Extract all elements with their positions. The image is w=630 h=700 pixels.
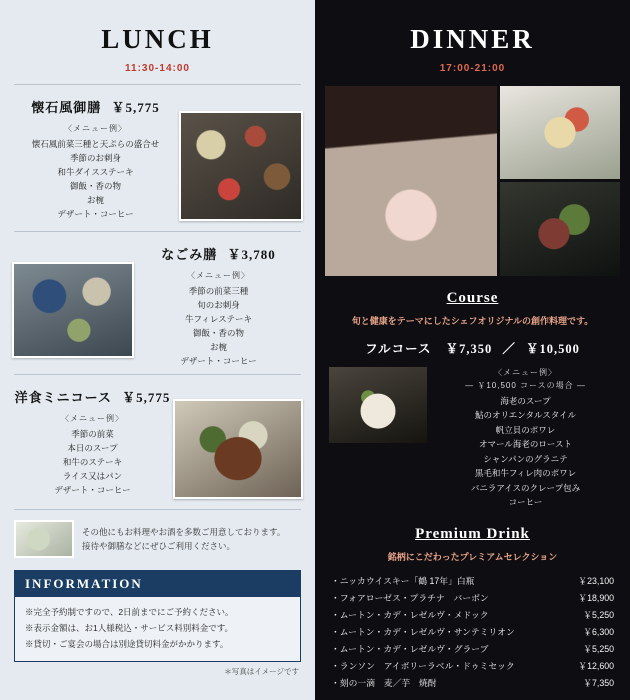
course-item: 帆立貝のポワレ [495, 424, 556, 435]
menu-item: 和牛ダイスステーキ [57, 167, 134, 178]
drink-row [331, 590, 614, 607]
course-menu-note: — ￥10,500 コースの場合 — [465, 381, 586, 390]
set-3-name: 洋食ミニコース [14, 390, 112, 406]
course-subtitle: 旬と健康をテーマにしたシェフオリジナルの創作料理です。 [351, 316, 594, 326]
drink-row [331, 641, 614, 658]
course-menu-label: 〈メニュー例〉 [494, 368, 557, 377]
set-1-price: ￥5,775 [111, 100, 160, 115]
set-2-photo [12, 262, 134, 358]
course-item: 海老のスープ [500, 396, 551, 406]
drink-price: ￥5,250 [583, 609, 614, 620]
menu-item: お椀 [86, 195, 104, 206]
drink-name: ・ランソン アイボリーラベル・ドゥミセック [331, 661, 515, 672]
restaurant-interior-photo [325, 86, 497, 276]
drink-name: ・ニッカウイスキー「鶴 17年」白瓶 [331, 575, 475, 586]
drink-row [331, 658, 614, 675]
note-text [82, 525, 285, 554]
set-3-photo [173, 399, 303, 499]
dinner-hero-photos [325, 86, 620, 276]
course-body [329, 367, 616, 510]
drink-name: ・刻の一滴 麦／芋 焼酎 [331, 678, 437, 689]
course-title: Course [446, 290, 499, 306]
drink-row [331, 573, 614, 590]
course-price-a: ￥7,350 [445, 342, 493, 356]
course-item: シャンパンのグラニテ [483, 453, 568, 464]
menu-item: 牛フィレステーキ [185, 314, 252, 325]
set-1-photo [179, 111, 303, 221]
course-price-row [315, 339, 630, 357]
note-line: その他にもお料理やお酒を多数ご用意しております。 [82, 526, 286, 537]
menu-item: デザート・コーヒー [57, 209, 134, 220]
course-item: 黒毛和牛フィレ肉のポワレ [474, 468, 577, 479]
drink-row [331, 624, 614, 641]
note-photo [14, 520, 74, 558]
menu-item: 季節の前菜 [71, 429, 114, 440]
information-line: ※完全予約制ですので、2日前までにご予約ください。 [25, 607, 234, 618]
drink-row [331, 607, 614, 624]
drink-name: ・フォアローゼス・プラチナ バーボン [331, 592, 489, 603]
course-item: オマール海老のロースト [479, 439, 572, 450]
lunch-set-1 [0, 85, 315, 221]
drink-price: ￥23,100 [578, 575, 614, 586]
information-title: INFORMATION [15, 571, 300, 597]
lunch-note [14, 520, 301, 558]
dish-photo-1 [500, 86, 620, 179]
menu-item: ライス又はパン [62, 471, 123, 482]
lunch-set-3 [0, 375, 315, 499]
divider [14, 509, 301, 510]
dish-photo-2 [500, 182, 620, 276]
course-price-separator: ／ [502, 342, 516, 356]
information-box [14, 570, 301, 662]
course-item: バニラアイスのクレープ包み [470, 482, 581, 493]
set-3-heading [12, 387, 173, 406]
drink-price: ￥6,300 [583, 626, 614, 637]
photo-disclaimer: ＊写真はイメージです [224, 667, 299, 677]
information-line: ※表示金額は、お1人様税込・サービス料別料金です。 [25, 622, 234, 633]
drink-name: ・ムートン・カデ・レゼルヴ・サンテミリオン [331, 626, 515, 637]
drink-row [331, 675, 614, 692]
menu-item: 御飯・香の物 [192, 328, 244, 339]
menu-item: 旬のお刺身 [197, 300, 240, 311]
menu-item: デザート・コーヒー [54, 485, 131, 496]
dinner-hours: 17:00-21:00 [439, 63, 506, 74]
set-2-menu-label: 〈メニュー例〉 [187, 271, 250, 281]
set-2-price: ￥3,780 [227, 247, 276, 263]
set-2-menu-list [134, 284, 303, 368]
premium-drink-subtitle: 銘柄にこだわったプレミアムセレクション [387, 551, 558, 562]
lunch-title: LUNCH [101, 24, 214, 54]
menu-item: 季節のお刺身 [69, 153, 121, 164]
menu-item: 本日のスープ [67, 443, 118, 454]
set-3-price: ￥5,775 [122, 390, 171, 406]
lunch-hours: 11:30-14:00 [125, 63, 190, 74]
premium-drink-title: Premium Drink [415, 525, 530, 542]
course-menu-list [435, 394, 616, 510]
set-2-heading [134, 244, 303, 263]
course-dish-photo [329, 367, 427, 443]
drink-price: ￥12,600 [578, 661, 614, 672]
drink-name: ・ムートン・カデ・レゼルヴ・メドック [331, 609, 489, 620]
dinner-title: DINNER [410, 24, 535, 54]
information-line: ※貸切・ご宴会の場合は別途貸切料金がかかります。 [25, 638, 229, 649]
set-2-name: なごみ膳 [161, 247, 218, 263]
drink-price: ￥18,900 [578, 592, 614, 603]
dish-photos [500, 86, 620, 276]
menu-item: 御飯・香の物 [69, 181, 121, 192]
menu-item: 和牛のステーキ [62, 457, 123, 468]
menu-item: デザート・コーヒー [180, 356, 257, 367]
drink-price: ￥7,350 [583, 678, 614, 689]
course-price-label: フルコース [365, 342, 432, 356]
set-3-menu-label: 〈メニュー例〉 [61, 414, 124, 424]
menu-item: 季節の前菜三種 [188, 286, 249, 297]
set-1-heading [12, 97, 179, 116]
course-price-b: ￥10,500 [526, 342, 580, 356]
information-lines [15, 597, 300, 661]
drink-name: ・ムートン・カデ・レゼルヴ・グラーブ [331, 644, 489, 655]
dinner-panel [315, 0, 630, 700]
premium-drink-list [331, 573, 614, 693]
lunch-set-2 [0, 232, 315, 368]
note-line: 接待や御膳などにぜひご利用ください。 [82, 541, 236, 552]
set-1-menu-list [12, 137, 179, 221]
set-3-menu-list [12, 427, 173, 497]
set-1-menu-label: 〈メニュー例〉 [64, 124, 127, 133]
menu-item: 懐石風前菜三種と天ぷらの盛合せ [31, 139, 160, 149]
menu-item: お椀 [209, 342, 227, 353]
drink-price: ￥5,250 [583, 644, 614, 655]
course-item: 鮎のオリエンタルスタイル [474, 410, 577, 421]
set-1-name: 懐石風御膳 [31, 100, 102, 115]
course-item: コーヒー [508, 497, 543, 508]
